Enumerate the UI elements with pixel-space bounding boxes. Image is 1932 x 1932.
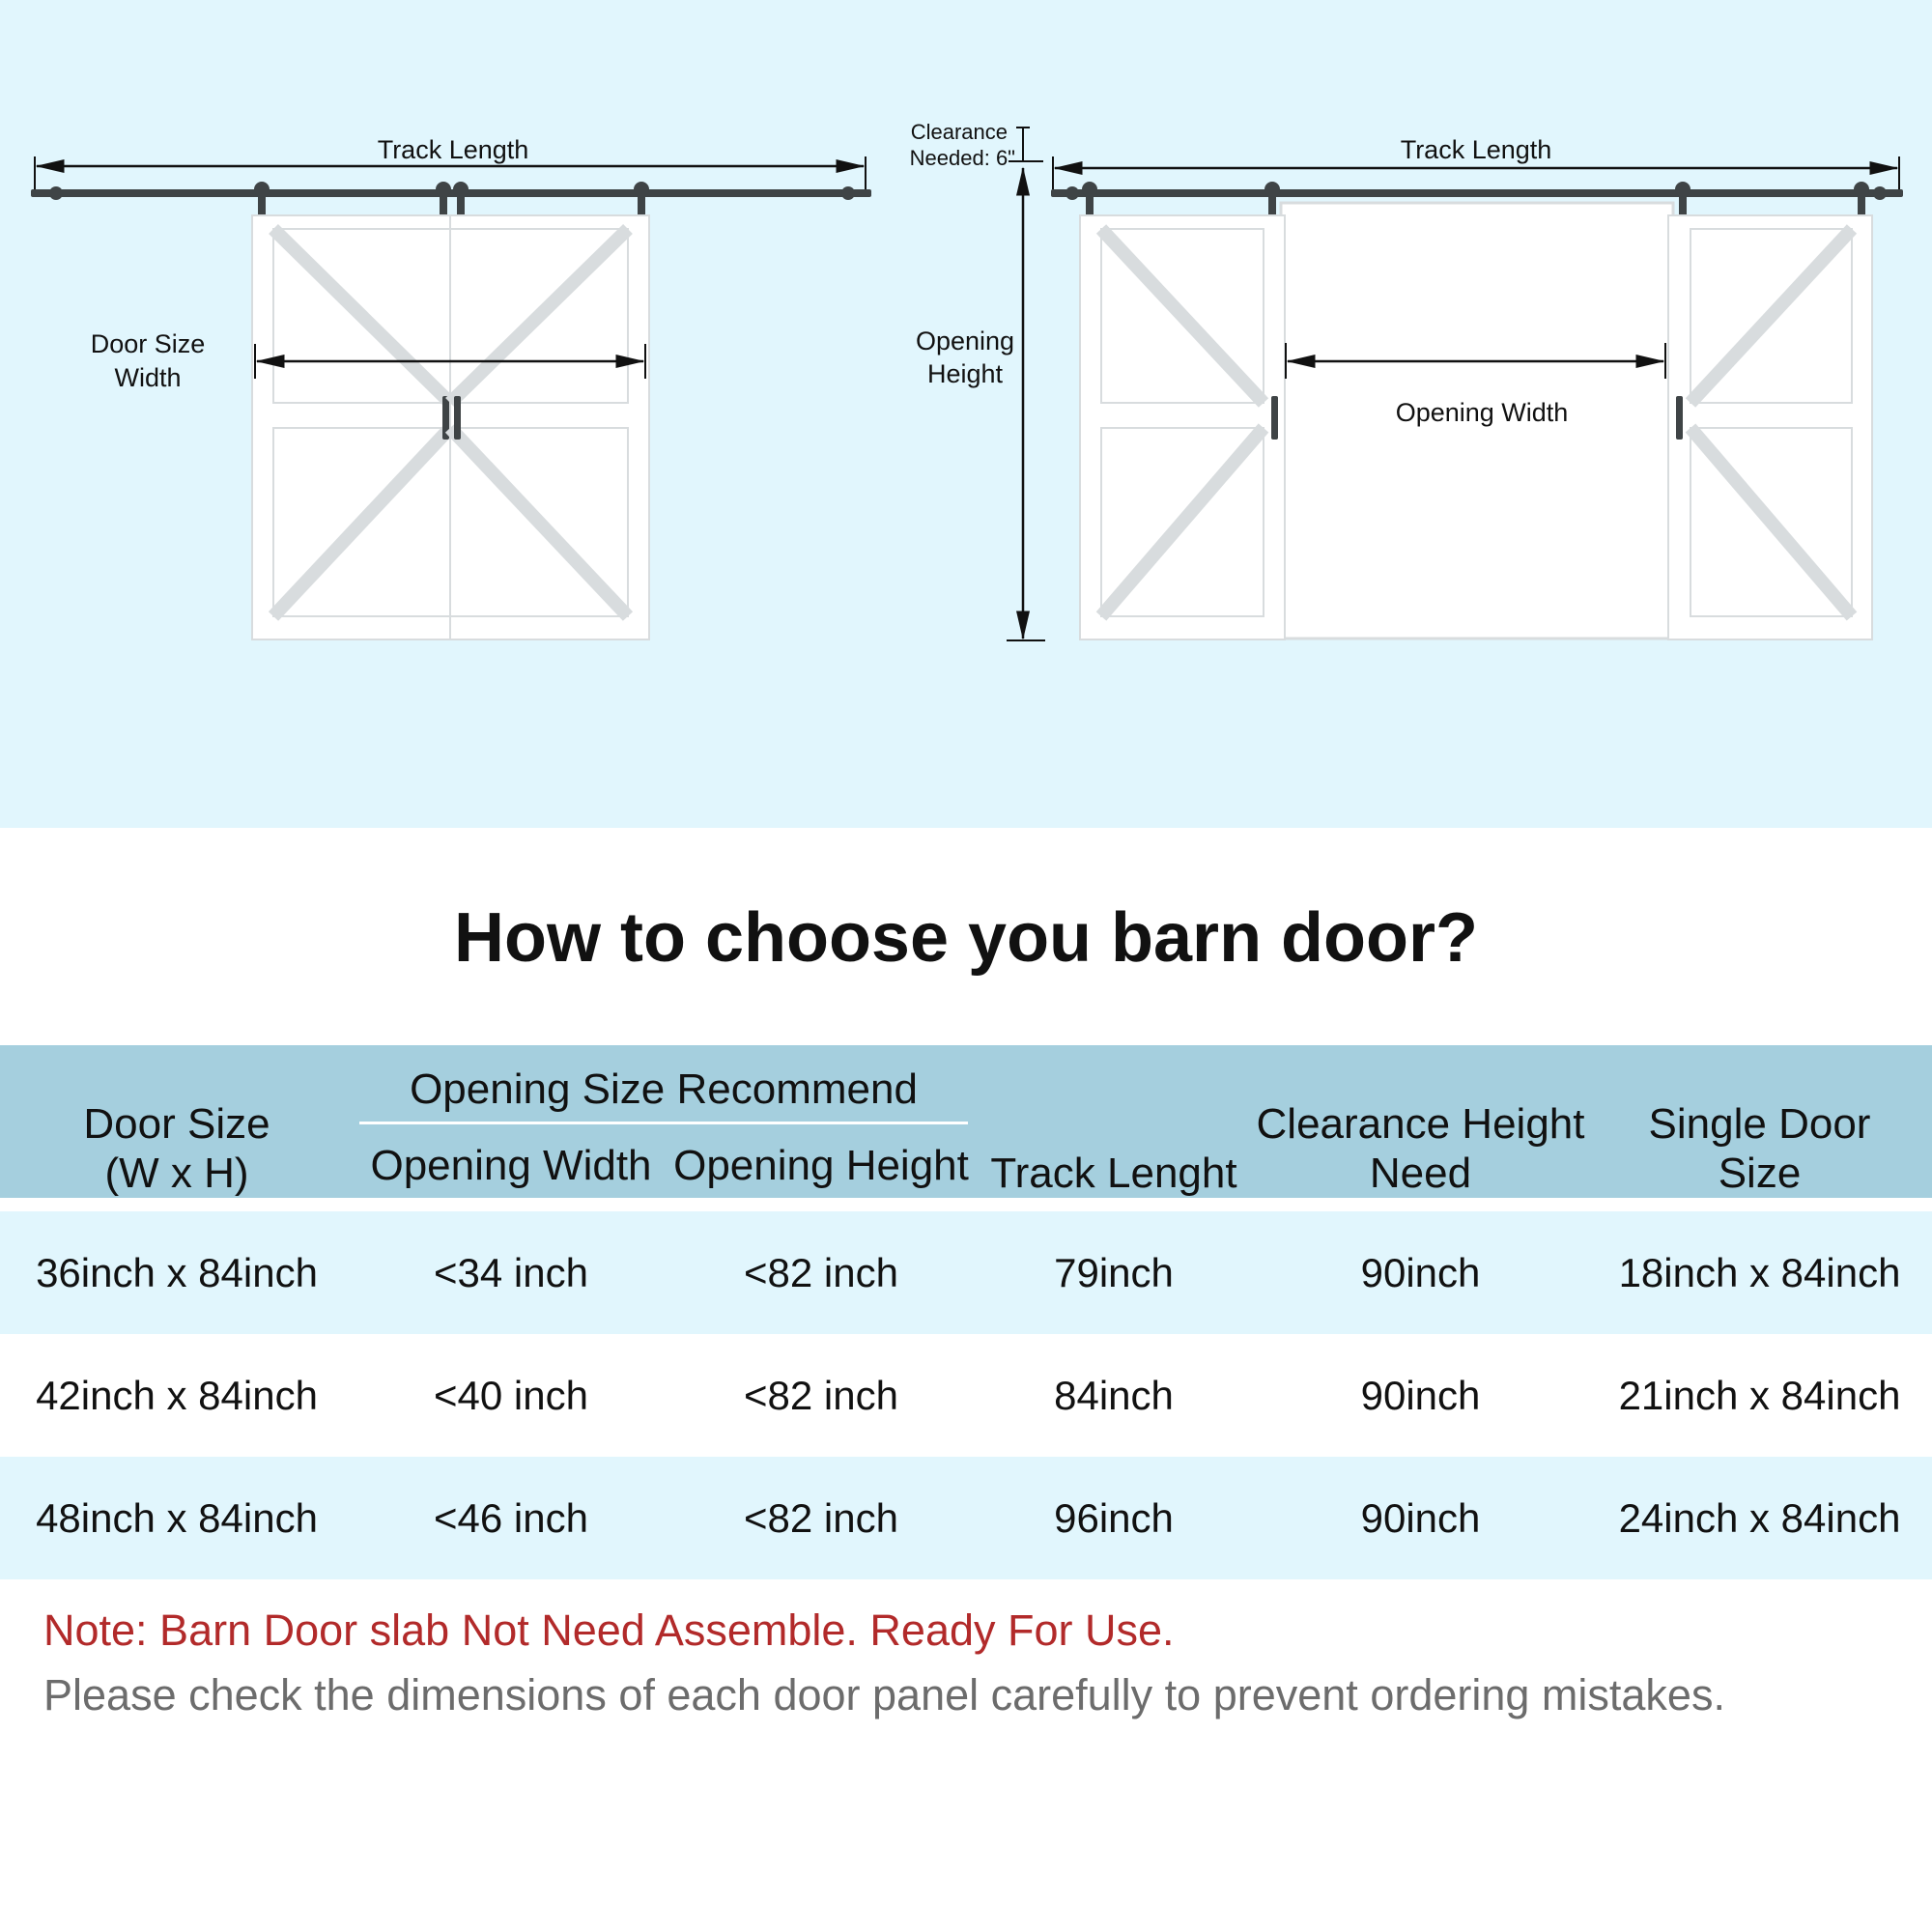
- left-diagram: [31, 135, 871, 639]
- cell-clearance: 90inch: [1254, 1334, 1587, 1457]
- cell-clearance: 90inch: [1254, 1457, 1587, 1579]
- cell-single-door: 21inch x 84inch: [1587, 1334, 1932, 1457]
- header-clearance: [1254, 1045, 1587, 1198]
- header-clearance-line2: Need: [1369, 1150, 1472, 1197]
- cell-track-length: 96inch: [974, 1457, 1254, 1579]
- right-door-panel-left: [1080, 215, 1285, 639]
- header-door-size-line1: Door Size: [83, 1100, 270, 1148]
- right-rail: [1051, 189, 1903, 197]
- header-door-size: [0, 1045, 354, 1198]
- clearance-label-line1: Clearance: [910, 120, 1008, 144]
- cell-track-length: 84inch: [974, 1334, 1254, 1457]
- door-size-width-label-line1: Door Size: [90, 329, 206, 358]
- left-door-panel-2: [450, 215, 649, 639]
- cell-single-door: 18inch x 84inch: [1587, 1211, 1932, 1334]
- cell-opening-width: <34 inch: [354, 1211, 668, 1334]
- table-row: [0, 1457, 1932, 1579]
- header-door-size-line2: (W x H): [104, 1150, 249, 1197]
- door-size-width-label-line2: Width: [114, 363, 182, 392]
- assembly-note: Note: Barn Door slab Not Need Assemble. Ready For Use.: [43, 1605, 1175, 1655]
- left-rail-stop-left: [49, 186, 63, 200]
- cell-opening-width: <40 inch: [354, 1334, 668, 1457]
- table-row: [0, 1211, 1932, 1334]
- table-row: [0, 1334, 1932, 1457]
- header-single-door-line2: Size: [1718, 1150, 1802, 1197]
- header-opening-width: Opening Width: [354, 1132, 668, 1198]
- cell-door-size: 42inch x 84inch: [0, 1334, 354, 1457]
- header-clearance-line1: Clearance Height: [1256, 1100, 1585, 1148]
- header-track-length-label: Track Lenght: [990, 1150, 1237, 1197]
- opening-width-label: Opening Width: [1395, 398, 1569, 427]
- table-header: [0, 1045, 1932, 1198]
- right-rail-stop-left: [1065, 186, 1079, 200]
- cell-clearance: 90inch: [1254, 1211, 1587, 1334]
- clearance-label-line2: Needed: 6": [909, 146, 1015, 170]
- diagram-svg: [0, 0, 1932, 828]
- cell-opening-height: <82 inch: [668, 1211, 974, 1334]
- installation-diagram: [0, 0, 1932, 828]
- left-rail-stop-right: [841, 186, 855, 200]
- left-door-panel-1: [252, 215, 450, 639]
- right-door-panel-right: [1668, 215, 1872, 639]
- left-rail: [31, 189, 871, 197]
- header-single-door-line1: Single Door: [1648, 1100, 1871, 1148]
- page-title: How to choose you barn door?: [454, 899, 1478, 977]
- cell-opening-height: <82 inch: [668, 1457, 974, 1579]
- right-rail-stop-right: [1873, 186, 1887, 200]
- header-single-door: [1587, 1045, 1932, 1198]
- right-diagram: [910, 120, 1903, 640]
- header-group-divider: [359, 1122, 967, 1124]
- left-track-length-label: Track Length: [377, 135, 529, 164]
- cell-opening-width: <46 inch: [354, 1457, 668, 1579]
- cell-single-door: 24inch x 84inch: [1587, 1457, 1932, 1579]
- cell-track-length: 79inch: [974, 1211, 1254, 1334]
- cell-door-size: 36inch x 84inch: [0, 1211, 354, 1334]
- cell-door-size: 48inch x 84inch: [0, 1457, 354, 1579]
- cell-opening-height: <82 inch: [668, 1334, 974, 1457]
- door-size-table: [0, 1045, 1932, 1579]
- opening-height-label-line2: Height: [926, 359, 1004, 388]
- table-body: [0, 1198, 1932, 1579]
- header-opening-size-label: Opening Size Recommend: [410, 1065, 918, 1113]
- dimension-warning: Please check the dimensions of each door panel carefully to prevent ordering mistakes.: [43, 1670, 1725, 1719]
- header-opening-size-group: [354, 1045, 974, 1132]
- right-track-length-label: Track Length: [1400, 135, 1552, 164]
- opening-height-label-line1: Opening: [915, 327, 1015, 355]
- header-track-length: [974, 1045, 1254, 1198]
- header-opening-height: Opening Height: [668, 1132, 974, 1198]
